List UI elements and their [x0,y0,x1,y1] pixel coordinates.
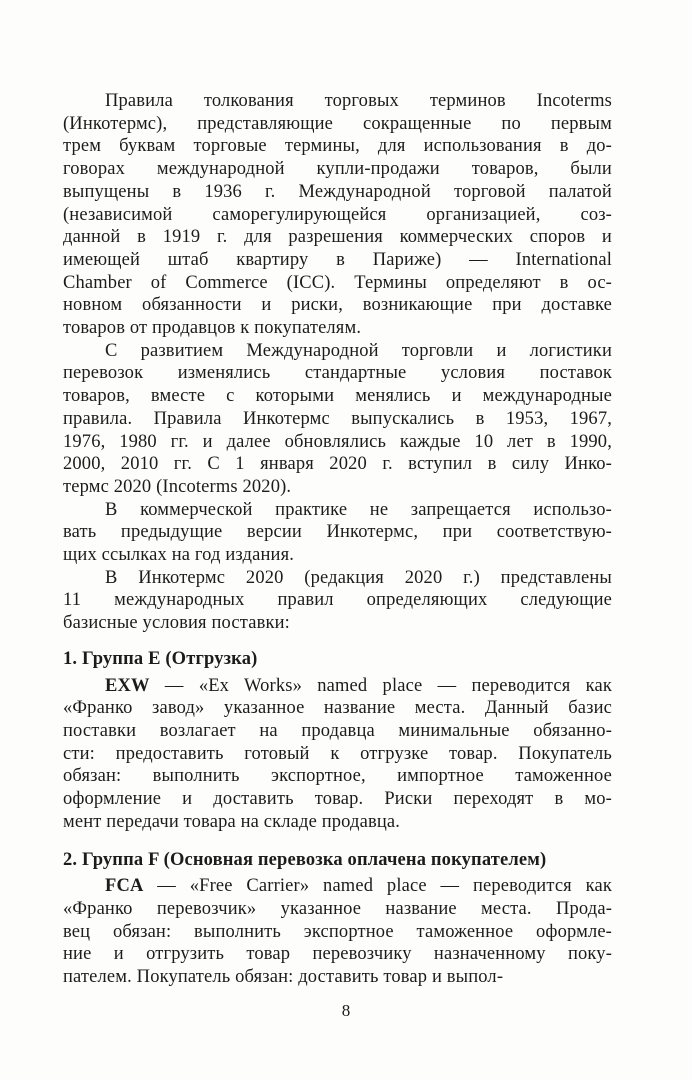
text-line: Правила толкования торговых терминов Incoterms [105,91,612,111]
intro-paragraph-3 [63,499,612,567]
text-line: вец обязан: выполнить экспортное таможенное оформле- [63,921,612,942]
text-line: 1976, 1980 гг. и далее обновлялись каждые 10 лет в 1990, [63,431,612,452]
intro-paragraph-1 [63,90,612,340]
text-line: правила. Правила Инкотермс выпускались в 1953, 1967, [63,408,612,429]
page-number: 8 [341,1001,351,1020]
text-line: термс 2020 (Incoterms 2020). [63,476,292,497]
text-line: FCA — «Free Carrier» named place — переводится как [105,876,612,897]
text-line: «Франко завод» указанное название места. Данный базис [63,698,612,719]
intro-paragraph-4 [63,567,612,635]
text-line: 2000, 2010 гг. С 1 января 2020 г. вступил в силу Инко- [63,454,612,475]
text-line: обязан: выполнить экспортное, импортное таможенное [63,766,612,787]
text-line: трем буквам торговые термины, для использования в до- [63,136,612,157]
text-line: пателем. Покупатель обязан: доставить товар и выпол- [63,967,504,988]
text-line: сти: предоставить готовый к отгрузке товар. Покупатель [63,743,612,764]
text-line: С развитием Международной торговли и логистики [105,340,612,361]
text-line: (Инкотермс), представляющие сокращенные по первым [63,113,612,134]
text-line: Chamber of Commerce (ICC). Термины определяют в ос- [63,272,612,293]
text-line: базисные условия поставки: [63,613,290,634]
text-line: товаров, вместе с которыми менялись и международные [63,386,612,407]
intro-paragraph-2 [63,340,612,499]
section-1-heading: 1. Группа E (Отгрузка) [63,648,258,669]
text-line: говорах международной купли-продажи товаров, были [63,159,612,180]
text-line: «Франко перевозчик» указанное название места. Прода- [63,898,612,919]
text-line: вать предыдущие версии Инкотермс, при соответствую- [63,522,612,543]
text-line: данной в 1919 г. для разрешения коммерческих споров и [63,227,612,248]
text-line: 11 международных правил определяющих следующие [63,590,612,611]
text-line: ние и отгрузить товар перевозчику назначенному поку- [63,944,612,965]
text-line: (независимой саморегулирующейся организацией, соз- [63,204,612,225]
text-line: товаров от продавцов к покупателям. [63,318,362,339]
text-line: новном обязанности и риски, возникающие при доставке [63,295,612,316]
text-line: мент передачи товара на складе продавца. [63,811,401,832]
text-line: перевозок изменялись стандартные условия поставок [63,363,612,384]
section-2-heading: 2. Группа F (Основная перевозка оплачена покупателем) [63,849,547,870]
text-line: выпущены в 1936 г. Международной торговой палатой [63,181,612,202]
section-2-paragraph [63,875,612,989]
text-line: В Инкотермс 2020 (редакция 2020 г.) представлены [105,567,612,588]
text-line: поставки возлагает на продавца минимальные обязанно- [63,720,612,741]
text-line: EXW — «Ex Works» named place — переводится как [105,675,612,696]
text-line: оформление и доставить товар. Риски переходят в мо- [63,789,612,810]
section-1-paragraph [63,675,612,834]
text-line: имеющей штаб квартиру в Париже) — International [63,249,612,270]
text-line: В коммерческой практике не запрещается использо- [105,499,612,520]
text-line: щих ссылках на год издания. [63,545,295,566]
text-block [63,90,612,989]
